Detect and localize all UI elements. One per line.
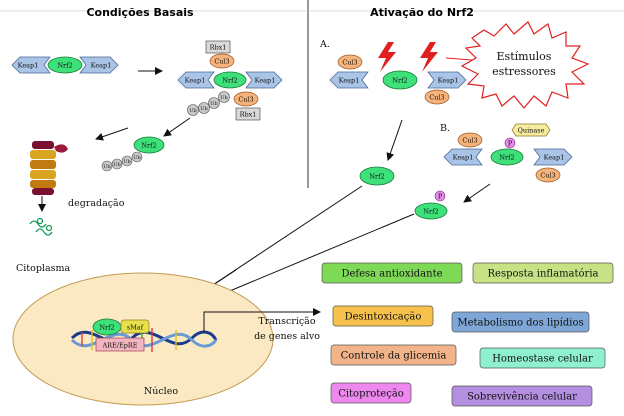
target-gene-label: Desintoxicação: [344, 311, 422, 323]
target-gene-label: Controle da glicemia: [340, 350, 447, 362]
cul3-label: Cul3: [342, 58, 358, 67]
smaf-label: sMaf: [126, 323, 144, 332]
target-gene-list: [322, 263, 613, 406]
complex-a: [330, 42, 466, 104]
keap1-label: Keap1: [90, 61, 112, 70]
arrow-free-nrf2: [388, 120, 402, 160]
svg-text:Ub: Ub: [220, 95, 228, 101]
nrf2-label: Nrf2: [369, 172, 385, 181]
svg-text:Ub: Ub: [133, 155, 141, 161]
keap1-label: Keap1: [452, 153, 474, 162]
stimuli-label-line1: Estímulos: [496, 50, 552, 63]
phosphorylated-nrf2: [415, 191, 447, 219]
cul3-label: Cul3: [238, 95, 254, 104]
target-gene-label: Homeostase celular: [492, 353, 593, 365]
target-gene-label: Citoproteção: [338, 388, 404, 400]
ubiquitination-complex: [178, 41, 282, 120]
arrow-phospho-nrf2: [464, 184, 490, 202]
phosphate-label: P: [437, 192, 443, 201]
target-gene-label: Metabolismo dos lipídios: [457, 317, 584, 329]
nrf2-label: Nrf2: [57, 61, 73, 70]
transcription-label-line1: Transcrição: [258, 316, 316, 327]
cul3-label: Cul3: [429, 93, 445, 102]
rbx1-label: Rbx1: [209, 43, 227, 52]
target-gene-label: Defesa antioxidante: [341, 268, 443, 280]
right-panel-title: Ativação do Nrf2: [370, 6, 474, 19]
nrf2-label: Nrf2: [423, 207, 439, 216]
target-gene-label: Sobrevivência celular: [467, 391, 577, 403]
lightning-bolt-icon: [420, 42, 438, 72]
keap1-label: Keap1: [437, 76, 459, 85]
nrf2-label: Nrf2: [99, 323, 115, 332]
svg-text:Ub: Ub: [123, 159, 131, 165]
svg-text:Ub: Ub: [113, 162, 121, 168]
arrow-to-ubiquitinated-nrf2: [164, 118, 190, 136]
nucleus-label: Núcleo: [143, 386, 179, 397]
svg-text:Ub: Ub: [210, 101, 218, 107]
keap1-label: Keap1: [184, 76, 206, 85]
keap1-label: Keap1: [338, 76, 360, 85]
part-a-label: A.: [320, 39, 330, 50]
nrf2-label: Nrf2: [499, 153, 515, 162]
svg-text:Ub: Ub: [189, 108, 197, 114]
nrf2-label: Nrf2: [141, 141, 157, 150]
cytoplasm-label: Citoplasma: [16, 263, 71, 274]
complex-b: [444, 124, 572, 182]
transcription-label-line2: de genes alvo: [254, 331, 320, 342]
target-gene-label: Resposta inflamatória: [487, 268, 599, 280]
arrow-to-proteasome: [96, 128, 128, 139]
stimuli-label-line2: estressores: [492, 65, 556, 78]
left-panel-title: Condições Basais: [86, 6, 194, 19]
free-nrf2: [360, 167, 394, 185]
basal-complex: [12, 57, 118, 73]
svg-text:Ub: Ub: [200, 106, 208, 112]
cul3-label: Cul3: [214, 57, 230, 66]
nrf2-label: Nrf2: [222, 76, 238, 85]
keap1-label: Keap1: [543, 153, 565, 162]
rbx1-label: Rbx1: [239, 110, 257, 119]
degradation-label: degradação: [68, 198, 125, 209]
keap1-label: Keap1: [254, 76, 276, 85]
stimuli-connector: [446, 58, 472, 60]
cul3-label: Cul3: [540, 171, 556, 180]
ubiquitin-chain: [188, 92, 230, 116]
quinase-label: Quinase: [517, 126, 545, 135]
peptide-fragments-icon: [30, 219, 52, 236]
phosphate-label: P: [507, 139, 513, 148]
ubiquitinated-nrf2: [102, 137, 164, 171]
proteasome-icon: [30, 141, 68, 195]
nrf2-label: Nrf2: [392, 76, 408, 85]
cul3-label: Cul3: [462, 136, 478, 145]
keap1-label: Keap1: [17, 61, 39, 70]
lightning-bolt-icon: [378, 42, 396, 72]
stress-stimuli-burst: [462, 22, 588, 108]
svg-text:Ub: Ub: [103, 164, 111, 170]
part-b-label: B.: [440, 123, 451, 134]
are-element-label: ARE/EpRE: [102, 341, 138, 350]
